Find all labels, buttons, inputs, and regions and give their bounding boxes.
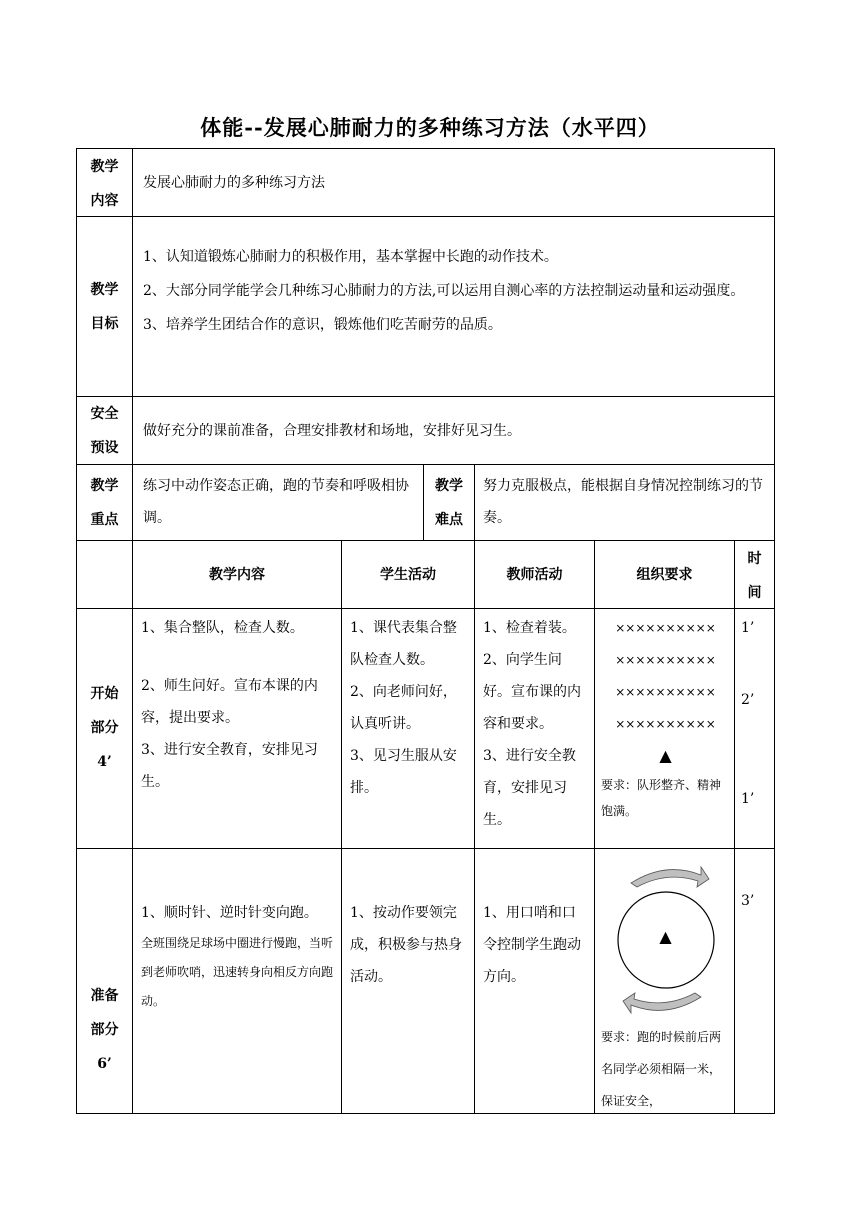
goals-label-line1: 教学 bbox=[90, 282, 119, 298]
difficulty-label-line2: 难点 bbox=[435, 512, 463, 528]
page-title: 体能--发展心肺耐力的多种练习方法（水平四） bbox=[200, 115, 660, 140]
start-content-item-3: 3、进行安全教育，安排见习生。 bbox=[141, 742, 318, 790]
warmup-time: 3’ bbox=[741, 893, 755, 909]
warmup-content-main: 1、顺时针、逆时针变向跑。 bbox=[141, 905, 318, 921]
safety-label-line1: 安全 bbox=[90, 406, 119, 422]
warmup-label-cell bbox=[76, 848, 133, 1114]
start-org-cell bbox=[594, 608, 735, 849]
goal-item-2: 2、大部分同学能学会几种练习心肺耐力的方法,可以运用自测心率的方法控制运动量和运动强度。 bbox=[143, 283, 745, 299]
start-content-item-2: 2、师生问好。宣布本课的内容，提出要求。 bbox=[141, 678, 318, 726]
header-time-line2: 间 bbox=[747, 585, 762, 601]
goal-item-1: 1、认知道锻炼心肺耐力的积极作用，基本掌握中长跑的动作技术。 bbox=[143, 249, 558, 265]
start-time-3: 1’ bbox=[741, 791, 755, 807]
warmup-time-cell bbox=[734, 848, 775, 1114]
header-blank-cell bbox=[76, 540, 133, 609]
difficulty-text: 努力克服极点，能根据自身情况控制练习的节奏。 bbox=[483, 478, 763, 526]
warmup-org-cell bbox=[594, 848, 735, 1114]
warmup-content-note: 全班围绕足球场中圈进行慢跑，当听到老师吹哨，迅速转身向相反方向跑动。 bbox=[141, 936, 334, 1008]
header-time bbox=[734, 540, 775, 609]
warmup-label-line1: 准备 bbox=[90, 988, 119, 1004]
safety-text: 做好充分的课前准备，合理安排教材和场地，安排好见习生。 bbox=[143, 423, 521, 439]
start-student-item-3: 3、见习生服从安排。 bbox=[350, 748, 457, 796]
formation-row-2: ×××××××××× bbox=[615, 653, 716, 667]
warmup-content-cell bbox=[132, 848, 342, 1114]
key-label-line2: 重点 bbox=[90, 512, 119, 528]
warmup-teacher-text: 1、用口哨和口令控制学生跑动方向。 bbox=[483, 905, 581, 985]
goals-label-line2: 目标 bbox=[90, 316, 119, 332]
warmup-student-cell bbox=[341, 848, 475, 1114]
clockwise-arrow-icon bbox=[631, 867, 709, 887]
formation-row-3: ×××××××××× bbox=[615, 685, 716, 699]
key-text: 练习中动作姿态正确，跑的节奏和呼吸相协调。 bbox=[143, 478, 409, 526]
start-teacher-item-2: 2、向学生问好。宣布课的内容和要求。 bbox=[483, 652, 581, 732]
content-text-cell bbox=[132, 148, 775, 217]
content-label-cell bbox=[76, 148, 133, 217]
header-student: 学生活动 bbox=[341, 540, 475, 609]
start-student-item-2: 2、向老师问好，认真听讲。 bbox=[350, 684, 457, 732]
difficulty-label-line1: 教学 bbox=[435, 478, 463, 494]
difficulty-text-cell bbox=[474, 464, 775, 541]
start-time-1: 1’ bbox=[741, 620, 755, 636]
key-text-cell bbox=[132, 464, 424, 541]
start-time-2: 2’ bbox=[741, 692, 755, 708]
counterclockwise-arrow-icon bbox=[623, 993, 701, 1013]
warmup-student-text: 1、按动作要领完成，积极参与热身活动。 bbox=[350, 905, 462, 985]
start-teacher-cell bbox=[474, 608, 595, 849]
goals-text-cell bbox=[132, 216, 775, 397]
header-time-line1: 时 bbox=[747, 551, 762, 567]
goals-label-cell bbox=[76, 216, 133, 397]
header-teacher: 教师活动 bbox=[474, 540, 595, 609]
content-label-line2: 内容 bbox=[90, 193, 119, 209]
start-content-cell bbox=[132, 608, 342, 849]
start-label-line2: 部分 bbox=[90, 720, 119, 736]
teacher-position-icon: ▲ bbox=[659, 746, 672, 765]
safety-label-cell bbox=[76, 396, 133, 465]
goal-item-3: 3、培养学生团结合作的意识，锻炼他们吃苦耐劳的品质。 bbox=[143, 317, 502, 333]
header-content: 教学内容 bbox=[132, 540, 342, 609]
start-time-cell bbox=[734, 608, 775, 849]
start-label-line3: 4’ bbox=[97, 754, 112, 770]
start-teacher-item-3: 3、进行安全教育，安排见习生。 bbox=[483, 748, 576, 828]
header-org: 组织要求 bbox=[594, 540, 735, 609]
content-label-line1: 教学 bbox=[90, 159, 119, 175]
start-requirement: 要求：队形整齐、精神饱满。 bbox=[601, 778, 722, 818]
warmup-label-line3: 6’ bbox=[97, 1056, 112, 1072]
warmup-teacher-position-icon: ▲ bbox=[659, 927, 672, 946]
difficulty-label-cell bbox=[423, 464, 475, 541]
key-label-cell bbox=[76, 464, 133, 541]
start-content-item-1: 1、集合整队，检查人数。 bbox=[141, 620, 304, 636]
warmup-label-line2: 部分 bbox=[90, 1022, 119, 1038]
start-student-cell bbox=[341, 608, 475, 849]
start-student-item-1: 1、课代表集合整队检查人数。 bbox=[350, 620, 457, 668]
start-teacher-item-1: 1、检查着装。 bbox=[483, 620, 576, 636]
start-label-line1: 开始 bbox=[90, 686, 119, 702]
formation-row-4: ×××××××××× bbox=[615, 717, 716, 731]
warmup-requirement: 要求：跑的时候前后两名同学必须相隔一米，保证安全， bbox=[601, 1030, 722, 1108]
warmup-teacher-cell bbox=[474, 848, 595, 1114]
content-text: 发展心肺耐力的多种练习方法 bbox=[143, 175, 325, 191]
key-label-line1: 教学 bbox=[90, 478, 119, 494]
start-label-cell bbox=[76, 608, 133, 849]
safety-text-cell bbox=[132, 396, 775, 465]
formation-row-1: ×××××××××× bbox=[615, 621, 716, 635]
safety-label-line2: 预设 bbox=[90, 440, 119, 456]
